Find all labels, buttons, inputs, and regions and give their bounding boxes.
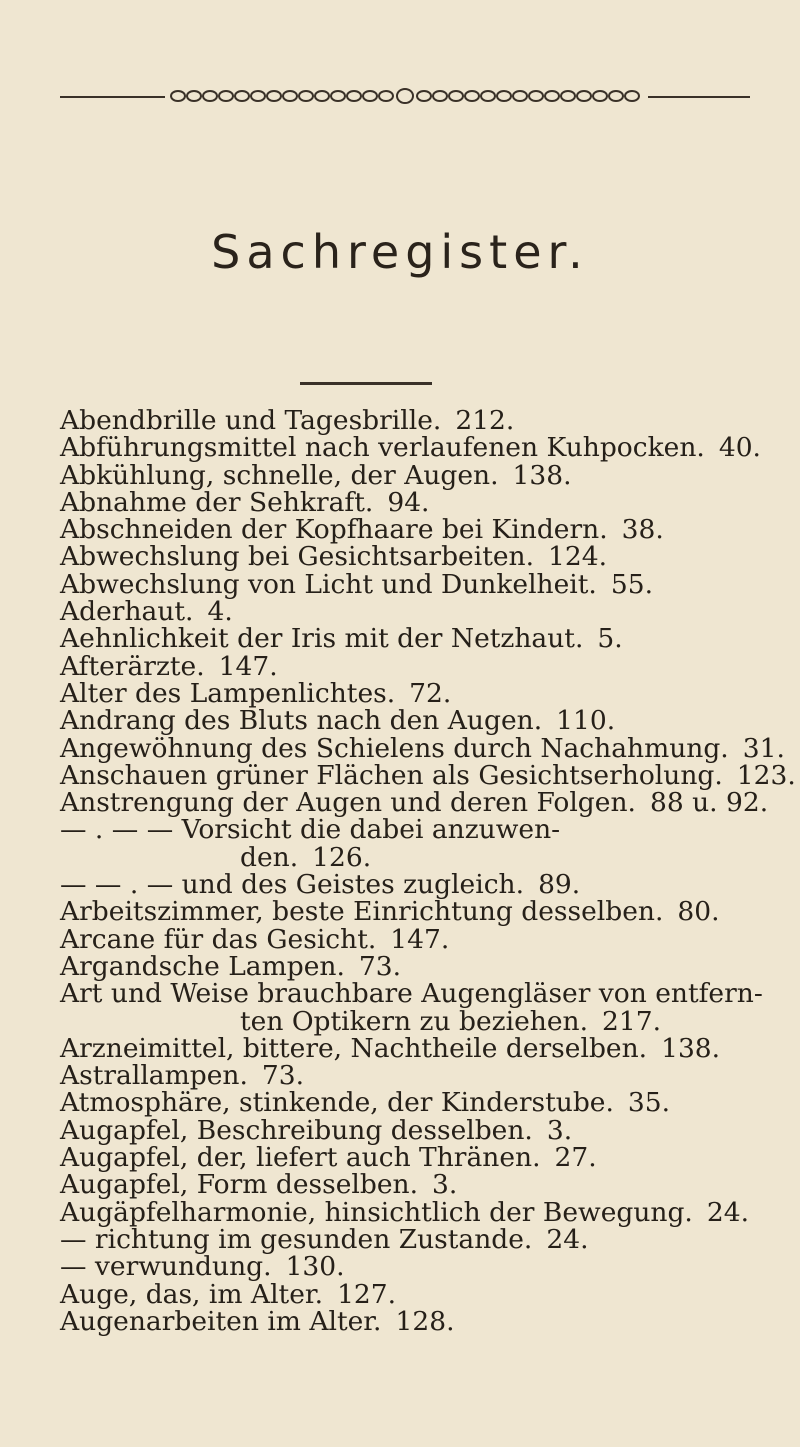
index-entry [60, 1060, 780, 1092]
page-title: Sachregister. [211, 225, 589, 279]
entry-text: Abwechslung von Licht und Dunkelheit. [60, 568, 597, 600]
index-entry [60, 677, 780, 709]
index-entry [60, 541, 780, 573]
index-entry [60, 705, 780, 737]
entry-page-number: 110. [556, 705, 616, 737]
entry-page-number: 3. [432, 1169, 458, 1201]
entry-text: Abnahme der Sehkraft. [60, 486, 374, 518]
index-entry [60, 978, 780, 1010]
entry-page-number: 72. [409, 677, 452, 709]
entry-page-number: 128. [395, 1305, 455, 1337]
index-entry [60, 1196, 780, 1228]
entry-page-number: 147. [218, 650, 278, 682]
entry-page-number: 40. [718, 432, 761, 464]
entry-page-number: 80. [677, 896, 720, 928]
entry-text: — — . — und des Geistes zugleich. [60, 869, 525, 901]
index-entry [60, 759, 796, 791]
index-entry [60, 486, 780, 518]
entry-text: Abführungsmittel nach verlaufenen Kuhpocken. [60, 432, 705, 464]
index-entry [60, 650, 780, 682]
entry-text: Anstrengung der Augen und deren Folgen. [60, 787, 636, 819]
entry-text: Andrang des Bluts nach den Augen. [60, 705, 543, 737]
entry-text: Argandsche Lampen. [60, 950, 345, 982]
index-entry [60, 923, 780, 955]
index-entry [60, 432, 780, 464]
index-entry [60, 814, 780, 846]
index-entry [60, 869, 780, 901]
index-entry [60, 596, 780, 628]
index-entry [60, 896, 780, 928]
entry-text: Abkühlung, schnelle, der Augen. [60, 459, 499, 491]
entry-text: Auge, das, im Alter. [60, 1278, 324, 1310]
index-list [60, 405, 796, 1337]
header-ornament [60, 86, 750, 106]
index-entry [60, 623, 780, 655]
entry-text: Abschneiden der Kopfhaare bei Kindern. [60, 514, 608, 546]
entry-page-number: 89. [538, 869, 581, 901]
entry-page-number: 212. [455, 405, 515, 436]
entry-page-number: 38. [621, 514, 664, 546]
index-entry [60, 407, 780, 434]
entry-page-number: 24. [706, 1196, 750, 1228]
entry-text: Alter des Lampenlichtes. [60, 677, 396, 709]
entry-page-number: 73. [358, 950, 402, 982]
entry-text: — verwundung. [60, 1251, 272, 1283]
entry-page-number: 24. [546, 1223, 589, 1255]
entry-text: Angewöhnung des Schielens durch Nachahmung. [60, 732, 729, 764]
index-entry [60, 1305, 780, 1337]
entry-text: Aehnlichkeit der Iris mit der Netzhaut. [60, 623, 584, 655]
entry-page-number: 123. [736, 759, 796, 791]
entry-text: Arbeitszimmer, beste Einrichtung desselben. [60, 896, 664, 928]
index-entry [60, 1278, 780, 1310]
index-entry [60, 1114, 780, 1146]
index-entry [60, 514, 780, 546]
entry-text: Augapfel, Form desselben. [60, 1169, 418, 1201]
entry-text: Augäpfelharmonie, hinsichtlich der Bewegung. [60, 1196, 693, 1228]
index-entry [60, 1169, 780, 1201]
index-entry [60, 568, 780, 600]
index-entry [60, 1087, 780, 1119]
entry-text: Abendbrille und Tagesbrille. [60, 405, 442, 436]
entry-page-number: 27. [554, 1142, 597, 1174]
entry-page-number: 5. [597, 623, 623, 655]
entry-text: Art und Weise brauchbare Augengläser von entfern- [60, 978, 763, 1010]
title-rule [300, 382, 432, 385]
index-entry [60, 1032, 780, 1064]
entry-text: Arzneimittel, bittere, Nachtheile derselben. [60, 1032, 648, 1064]
entry-page-number: 138. [661, 1032, 721, 1064]
entry-page-number: 35. [627, 1087, 671, 1119]
entry-page-number: 3. [546, 1114, 573, 1146]
entry-text: — richtung im gesunden Zustande. [60, 1223, 533, 1255]
entry-page-number: 124. [548, 541, 608, 573]
entry-page-number: 73. [261, 1060, 305, 1092]
entry-page-number: 127. [337, 1278, 397, 1310]
entry-page-number: 126. [312, 841, 372, 873]
index-entry [60, 950, 780, 982]
entry-text: Atmosphäre, stinkende, der Kinderstube. [60, 1087, 614, 1119]
entry-text: Afterärzte. [60, 650, 205, 682]
index-entry [60, 1142, 780, 1174]
entry-text: Augapfel, Beschreibung desselben. [60, 1114, 533, 1146]
entry-page-number: 130. [285, 1251, 345, 1283]
entry-page-number: 31. [742, 732, 785, 764]
entry-page-number: 138. [512, 459, 572, 491]
index-entry [60, 732, 785, 764]
index-entry-continuation [60, 841, 780, 873]
entry-text: Augenarbeiten im Alter. [60, 1305, 382, 1337]
entry-page-number: 55. [610, 568, 654, 600]
entry-page-number: 88 u. 92. [649, 787, 769, 819]
index-entry [60, 459, 780, 491]
index-entry [60, 787, 780, 819]
entry-text: Arcane für das Gesicht. [60, 923, 377, 955]
entry-text: Abwechslung bei Gesichtsarbeiten. [60, 541, 535, 573]
entry-page-number: 94. [387, 486, 430, 518]
entry-text: Augapfel, der, liefert auch Thränen. [60, 1142, 541, 1174]
entry-text: Astrallampen. [60, 1060, 248, 1092]
entry-text: ten Optikern zu beziehen. [240, 1005, 588, 1037]
entry-text: Anschauen grüner Flächen als Gesichtserholung. [60, 759, 723, 791]
entry-text: Aderhaut. [60, 596, 194, 628]
entry-page-number: 4. [207, 596, 233, 628]
entry-page-number: 147. [390, 923, 450, 955]
entry-text: — . — — Vorsicht die dabei anzuwen- [60, 814, 561, 846]
index-entry [60, 1251, 780, 1283]
entry-text: den. [240, 841, 299, 873]
index-entry [60, 1223, 780, 1255]
index-entry-continuation [60, 1005, 780, 1037]
entry-page-number: 217. [602, 1005, 662, 1037]
